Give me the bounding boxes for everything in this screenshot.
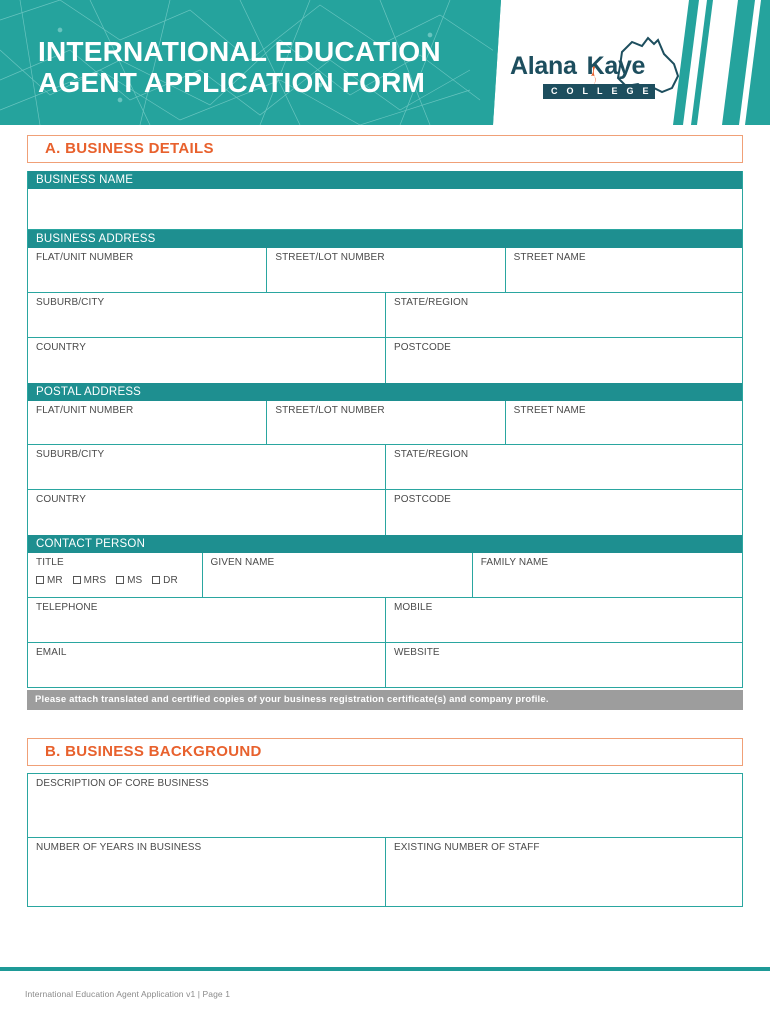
field-label: POSTCODE (394, 342, 451, 353)
core-business-row (28, 774, 742, 838)
postal-state-field[interactable] (385, 445, 742, 489)
logo-name-right: Kaye (586, 52, 646, 80)
college-logo (510, 34, 680, 104)
field-label: STREET/LOT NUMBER (275, 252, 385, 263)
business-street-name-field[interactable] (505, 248, 742, 292)
logo-name-left: Alana (510, 52, 577, 80)
mrs-label: MRS (83, 575, 107, 586)
business-stats-row (28, 838, 742, 907)
business-state-field[interactable] (385, 293, 742, 337)
business-address-row-1 (28, 248, 742, 293)
postal-address-row-3 (28, 490, 742, 535)
field-label: FLAT/UNIT NUMBER (36, 405, 134, 416)
field-label: STREET NAME (513, 252, 586, 263)
field-label: STREET NAME (513, 405, 586, 416)
field-label: GIVEN NAME (210, 557, 275, 568)
ms-checkbox[interactable] (116, 576, 124, 584)
dr-checkbox[interactable] (152, 576, 160, 584)
field-label: TELEPHONE (36, 602, 98, 613)
mobile-field[interactable] (385, 598, 742, 642)
logo-college-band: COLLEGE (543, 84, 655, 99)
footer-divider (0, 967, 770, 971)
section-b-heading: B. BUSINESS BACKGROUND (27, 738, 743, 766)
business-street-lot-field[interactable] (266, 248, 504, 292)
website-field[interactable] (385, 643, 742, 687)
field-label: NUMBER OF YEARS IN BUSINESS (36, 842, 202, 853)
section-a-heading: A. BUSINESS DETAILS (27, 135, 743, 163)
email-field[interactable] (28, 643, 385, 687)
business-suburb-field[interactable] (28, 293, 385, 337)
business-postcode-field[interactable] (385, 338, 742, 383)
form-title: INTERNATIONAL EDUCATION AGENT APPLICATION FORM (38, 36, 441, 98)
title-checkbox-group (36, 575, 185, 586)
mr-label: MR (47, 575, 63, 586)
field-label: COUNTRY (36, 494, 86, 505)
postal-street-name-field[interactable] (505, 401, 742, 444)
field-label: TITLE (36, 557, 64, 568)
field-label: FAMILY NAME (480, 557, 549, 568)
field-label: FLAT/UNIT NUMBER (36, 252, 134, 263)
postal-street-lot-field[interactable] (266, 401, 504, 444)
contact-row-2 (28, 598, 742, 643)
field-label: EMAIL (36, 647, 67, 658)
contact-row-3 (28, 643, 742, 688)
mrs-checkbox[interactable] (73, 576, 81, 584)
mr-checkbox[interactable] (36, 576, 44, 584)
footer-text: International Education Agent Application v1 | Page 1 (25, 989, 231, 999)
core-business-field[interactable] (28, 774, 742, 837)
business-name-field[interactable] (28, 189, 742, 229)
contact-person-bar: CONTACT PERSON (28, 535, 742, 553)
field-label: STREET/LOT NUMBER (275, 405, 385, 416)
attachment-notice: Please attach translated and certified copies of your business registration certificate(s) and company profile. (27, 690, 743, 710)
field-label: SUBURB/CITY (36, 449, 105, 460)
business-address-bar: BUSINESS ADDRESS (28, 230, 742, 248)
business-country-field[interactable] (28, 338, 385, 383)
field-label: MOBILE (394, 602, 433, 613)
field-label: WEBSITE (394, 647, 440, 658)
dr-label: DR (163, 575, 178, 586)
ms-label: MS (127, 575, 143, 586)
telephone-field[interactable] (28, 598, 385, 642)
years-in-business-field[interactable] (28, 838, 385, 906)
postal-suburb-field[interactable] (28, 445, 385, 489)
postal-address-row-2 (28, 445, 742, 490)
logo-wordmark (510, 52, 645, 81)
contact-row-1 (28, 553, 742, 598)
business-background-form (27, 773, 743, 907)
postal-address-row-1 (28, 401, 742, 445)
business-details-form (27, 171, 743, 688)
business-address-row-2 (28, 293, 742, 338)
business-name-bar: BUSINESS NAME (28, 171, 742, 189)
staff-count-field[interactable] (385, 838, 742, 906)
field-label: EXISTING NUMBER OF STAFF (394, 842, 540, 853)
field-label: STATE/REGION (394, 449, 469, 460)
postal-address-bar: POSTAL ADDRESS (28, 383, 742, 401)
business-name-row (28, 189, 742, 230)
postal-country-field[interactable] (28, 490, 385, 535)
field-label: STATE/REGION (394, 297, 469, 308)
field-label: DESCRIPTION OF CORE BUSINESS (36, 778, 209, 789)
postal-postcode-field[interactable] (385, 490, 742, 535)
postal-flat-field[interactable] (28, 401, 266, 444)
field-label: SUBURB/CITY (36, 297, 105, 308)
family-name-field[interactable] (472, 553, 742, 597)
business-flat-field[interactable] (28, 248, 266, 292)
field-label: POSTCODE (394, 494, 451, 505)
field-label: COUNTRY (36, 342, 86, 353)
business-address-row-3 (28, 338, 742, 383)
given-name-field[interactable] (202, 553, 472, 597)
title-field (28, 553, 202, 597)
